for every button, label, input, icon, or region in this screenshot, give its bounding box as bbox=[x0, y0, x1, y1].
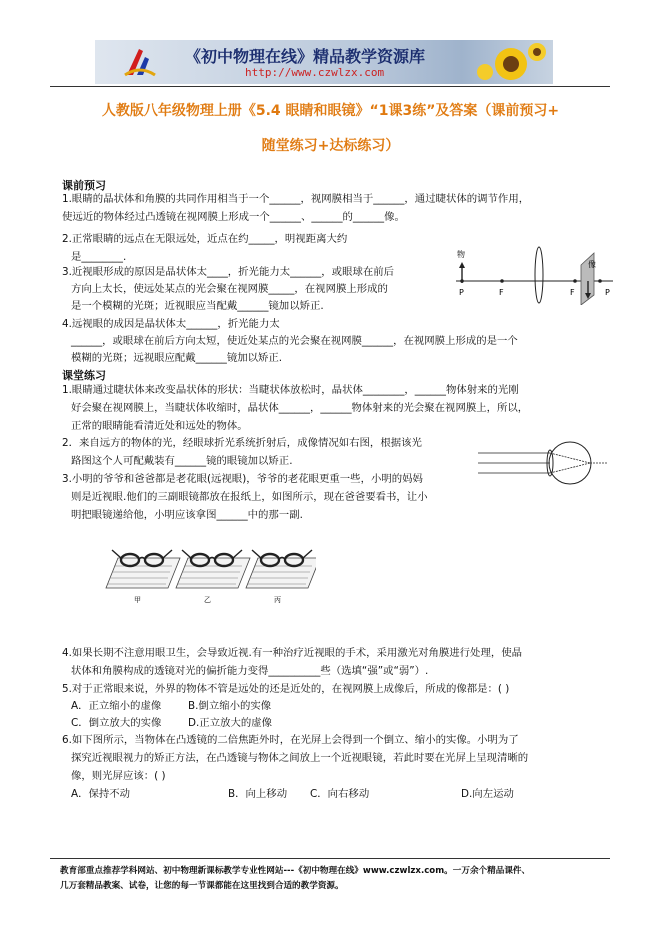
doc-title-line2: 随堂练习+达标练习） bbox=[261, 138, 400, 154]
glasses-label-c: 丙 bbox=[274, 596, 281, 604]
glasses-c-icon bbox=[246, 550, 316, 588]
lens-screen-diagram bbox=[448, 243, 618, 305]
p-left-label: P bbox=[459, 288, 464, 297]
f-left-label: F bbox=[499, 288, 504, 297]
object-label: 物 bbox=[457, 250, 465, 259]
preview-line: 是一个模糊的光斑；近视眼应当配戴______镜加以矫正. bbox=[71, 300, 324, 312]
banner-title: 《初中物理在线》精品教学资源库 bbox=[185, 47, 426, 66]
practice-q5-option-a: A．正立缩小的虚像 bbox=[71, 700, 162, 712]
preview-line: 模糊的光斑；远视眼应配戴______镜加以矫正. bbox=[71, 352, 283, 364]
glasses-b-icon bbox=[176, 550, 250, 588]
practice-line: 则是近视眼.他们的三副眼镜都放在报纸上，如图所示，现在爸爸要看书，让小 bbox=[71, 491, 428, 503]
practice-line: 路图这个人可配戴装有______镜的眼镜加以矫正. bbox=[71, 455, 293, 467]
footer-line1: 教育部重点推荐学科网站、初中物理新课标教学专业性网站---《初中物理在线》www.czwlzx.com。一万余个精品课件、 bbox=[60, 866, 531, 876]
preview-line: 2.正常眼睛的远点在无限远处，近点在约_____，明视距离大约 bbox=[62, 233, 348, 245]
preview-line: ______，或眼球在前后方向太短，使近处某点的光会聚在视网膜______，在视网膜上形成的是一个 bbox=[71, 335, 518, 347]
image-label: 像 bbox=[588, 260, 596, 269]
practice-q5-stem: 5.对于正常眼来说，外界的物体不管是远处的还是近处的，在视网膜上成像后，所成的像都是：( ) bbox=[62, 683, 510, 695]
glasses-figure bbox=[104, 540, 316, 606]
site-logo-icon bbox=[123, 45, 157, 79]
practice-q6-line: 6.如下图所示，当物体在凸透镜的二倍焦距外时，在光屏上会得到一个倒立、缩小的实像。小明为了 bbox=[62, 734, 519, 746]
preview-line: 4.远视眼的成因是晶状体太______，折光能力太 bbox=[62, 318, 280, 330]
preview-line: 是________. bbox=[71, 251, 127, 263]
practice-q6-line: 探究近视眼视力的矫正方法，在凸透镜与物体之间放上一个近视眼镜，若此时要在光屏上呈现清晰的 bbox=[71, 752, 529, 764]
practice-q6-option-c: C．向右移动 bbox=[310, 788, 370, 800]
footer-line2: 几万套精品教案、试卷，让您的每一节课都能在这里找到合适的教学资源。 bbox=[60, 881, 344, 891]
preview-line: 3.近视眼形成的原因是晶状体太____，折光能力太______，或眼球在前后 bbox=[62, 266, 395, 278]
practice-line: 明把眼镜递给他，小明应该拿图______中的那一副. bbox=[71, 509, 303, 521]
glasses-label-b: 乙 bbox=[204, 596, 211, 604]
section-heading-preview: 课前预习 bbox=[62, 179, 106, 192]
practice-line: 正常的眼睛能看清近处和远处的物体。 bbox=[71, 420, 248, 432]
preview-line: 1.眼睛的晶状体和角膜的共同作用相当于一个______，视网膜相当于______，通过睫状体的调节作用， bbox=[62, 193, 530, 205]
practice-q6-option-a: A．保持不动 bbox=[71, 788, 131, 800]
practice-q4-line: 4.如果长期不注意用眼卫生，会导致近视.有一种治疗近视眼的手术，采用激光对角膜进行处理，使晶 bbox=[62, 647, 523, 659]
practice-q6-option-b: B．向上移动 bbox=[228, 788, 288, 800]
section-heading-practice: 课堂练习 bbox=[62, 369, 106, 382]
practice-line: 好会聚在视网膜上，当睫状体收缩时，晶状体______，______物体射来的光会聚在视网膜上，所以， bbox=[71, 402, 529, 414]
eye-ray-diagram bbox=[478, 438, 618, 486]
footer-rule bbox=[50, 858, 610, 859]
p-right-label: P bbox=[605, 288, 610, 297]
sunflower-icon bbox=[471, 42, 551, 82]
doc-title-line1: 人教版八年级物理上册《5.4 眼睛和眼镜》“1课3练”及答案（课前预习+ bbox=[101, 103, 560, 119]
practice-q5-option-d: D.正立放大的虚像 bbox=[188, 717, 273, 729]
practice-q5-option-c: C．倒立放大的实像 bbox=[71, 717, 162, 729]
practice-q5-option-b: B.倒立缩小的实像 bbox=[188, 700, 272, 712]
banner-url: http://www.czwlzx.com bbox=[245, 66, 385, 79]
practice-line: 3.小明的爷爷和爸爸都是老花眼(远视眼)，爷爷的老花眼更重一些，小明的妈妈 bbox=[62, 473, 423, 485]
glasses-a-icon bbox=[106, 550, 180, 588]
glasses-label-a: 甲 bbox=[134, 596, 141, 604]
practice-q6-line: 像，则光屏应该：( ) bbox=[71, 770, 166, 782]
practice-line: 2．来自远方的物体的光，经眼球折光系统折射后，成像情况如右图，根据该光 bbox=[62, 437, 422, 449]
practice-q6-option-d: D.向左运动 bbox=[461, 788, 514, 800]
practice-q4-line: 状体和角膜构成的透镜对光的偏折能力变得__________些（选填“强”或“弱”）. bbox=[71, 665, 429, 677]
practice-line: 1.眼睛通过睫状体来改变晶状体的形状：当睫状体放松时，晶状体________，______物体射来的光刚 bbox=[62, 384, 519, 396]
f-right-label: F bbox=[570, 288, 575, 297]
header-rule bbox=[50, 86, 610, 87]
preview-line: 使远近的物体经过凸透镜在视网膜上形成一个______、______的______像。 bbox=[62, 211, 405, 223]
header-banner bbox=[95, 40, 553, 84]
preview-line: 方向上太长，使远处某点的光会聚在视网膜_____，在视网膜上形成的 bbox=[71, 283, 388, 295]
